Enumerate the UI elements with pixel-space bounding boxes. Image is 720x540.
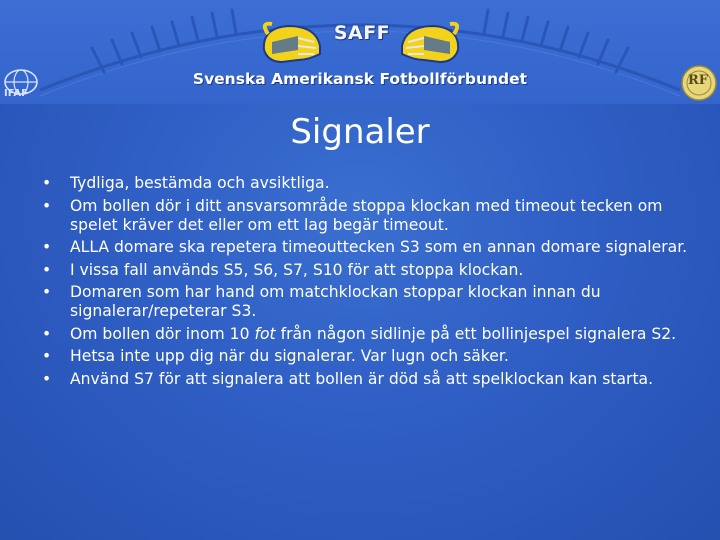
list-item	[20, 197, 700, 235]
ifaf-logo-text: IFAF	[4, 88, 28, 99]
saff-helmet-icon	[398, 20, 464, 68]
bullet-text: Använd S7 för att signalera att bollen är död så att spelklockan kan starta.	[70, 369, 654, 388]
list-item	[20, 347, 700, 366]
bullet-marker: •	[42, 238, 52, 256]
bullet-marker: •	[42, 347, 52, 365]
list-item	[20, 261, 700, 280]
rf-logo-text: RF	[688, 73, 709, 88]
list-item	[20, 283, 700, 321]
bullet-marker: •	[42, 174, 52, 192]
bullet-text: Tydliga, bestämda och avsiktliga.	[70, 174, 330, 192]
bullet-marker: •	[42, 369, 52, 388]
saff-logo-text: SAFF	[333, 22, 391, 44]
bullet-text: Domaren som har hand om matchklockan stoppar klockan innan du signalerar/repeterar S3.	[70, 283, 601, 320]
saff-logo	[0, 8, 720, 100]
list-item	[20, 238, 700, 257]
federation-name: Svenska Amerikansk Fotbollförbundet	[192, 70, 528, 88]
list-item	[20, 325, 700, 344]
bullet-text-emphasis: fot	[254, 324, 276, 343]
bullet-list	[20, 174, 700, 392]
bullet-marker: •	[42, 260, 52, 279]
list-item	[20, 174, 700, 193]
bullet-text: I vissa fall används S5, S6, S7, S10 för att stoppa klockan.	[70, 260, 524, 279]
saff-helmet-icon	[258, 20, 324, 68]
bullet-text: Om bollen dör i ditt ansvarsområde stoppa klockan med timeout tecken om spelet kräver det eller om ett lag begär timeout.	[70, 196, 663, 234]
list-item	[20, 370, 700, 389]
header-banner	[0, 0, 720, 104]
bullet-text-pre: Om bollen dör inom 10	[70, 324, 255, 343]
bullet-text: ALLA domare ska repetera timeouttecken S3 som en annan domare signalerar.	[70, 238, 688, 256]
bullet-text-post: från någon sidlinje på ett bollinjespel signalera S2.	[275, 324, 677, 343]
bullet-marker: •	[42, 324, 52, 343]
bullet-text: Hetsa inte upp dig när du signalerar. Var lugn och säker.	[70, 347, 509, 365]
slide-title: Signaler	[290, 112, 430, 152]
bullet-marker: •	[42, 283, 52, 301]
bullet-marker: •	[42, 196, 52, 215]
